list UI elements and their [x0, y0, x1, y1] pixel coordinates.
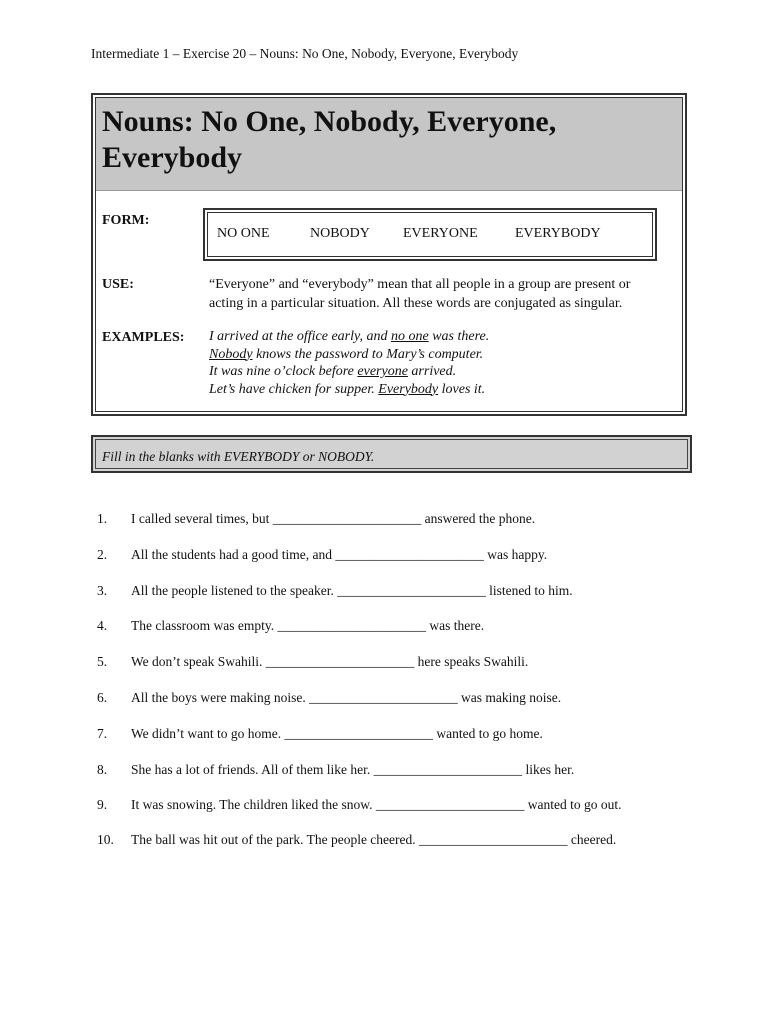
example-line: Nobody knows the password to Mary’s computer.: [209, 346, 484, 362]
item-text: We didn’t want to go home. ______________________ wanted to go home.: [131, 726, 543, 741]
item-text: She has a lot of friends. All of them like her. ______________________ likes her.: [131, 762, 575, 777]
page-title: [102, 104, 556, 176]
item-text: All the students had a good time, and ______________________ was happy.: [131, 547, 548, 562]
form-word-everyone: EVERYONE: [403, 226, 478, 241]
item-text: I called several times, but ______________________ answered the phone.: [131, 511, 536, 526]
instructions-text: Fill in the blanks with EVERYBODY or NOBODY.: [102, 449, 375, 464]
use-label: USE:: [102, 277, 134, 292]
item-text: The ball was hit out of the park. The people cheered. ______________________ cheered.: [131, 832, 617, 847]
use-description: [209, 275, 679, 313]
form-word-nobody: NOBODY: [310, 226, 370, 241]
item-number: 9.: [97, 797, 108, 812]
item-number: 10.: [97, 832, 114, 847]
item-number: 4.: [97, 618, 108, 633]
title-band: [96, 98, 682, 191]
item-number: 5.: [97, 654, 108, 669]
example-line: It was nine o’clock before everyone arrived.: [209, 364, 457, 379]
examples-label: EXAMPLES:: [102, 330, 185, 345]
item-number: 6.: [97, 690, 108, 705]
item-text: All the people listened to the speaker. ______________________ listened to him.: [131, 583, 573, 598]
instructions-box: [91, 435, 692, 473]
item-text: All the boys were making noise. ______________________ was making noise.: [131, 690, 562, 705]
form-word-no-one: NO ONE: [217, 226, 270, 241]
grammar-info-box: [91, 93, 687, 416]
item-number: 2.: [97, 547, 108, 562]
item-number: 3.: [97, 583, 108, 598]
running-header: Intermediate 1 – Exercise 20 – Nouns: No One, Nobody, Everyone, Everybody: [91, 46, 519, 61]
item-number: 1.: [97, 511, 108, 526]
use-line-1: “Everyone” and “everybody” mean that all people in a group are present or: [209, 277, 631, 292]
form-word-everybody: EVERYBODY: [515, 226, 601, 241]
form-label: FORM:: [102, 213, 150, 228]
title-line-2: Everybody: [102, 141, 243, 174]
use-line-2: acting in a particular situation. All these words are conjugated as singular.: [209, 296, 623, 311]
item-text: The classroom was empty. ______________________ was there.: [131, 618, 485, 633]
title-line-1: Nouns: No One, Nobody, Everyone,: [102, 105, 557, 138]
item-number: 7.: [97, 726, 108, 741]
item-text: It was snowing. The children liked the snow. ______________________ wanted to go out.: [131, 797, 622, 812]
item-text: We don’t speak Swahili. ______________________ here speaks Swahili.: [131, 654, 529, 669]
example-line: Let’s have chicken for supper. Everybody loves it.: [209, 381, 486, 397]
form-words-box: [203, 208, 657, 261]
examples-list: [209, 328, 489, 398]
item-number: 8.: [97, 762, 108, 777]
example-line: I arrived at the office early, and no one was there.: [209, 329, 490, 344]
